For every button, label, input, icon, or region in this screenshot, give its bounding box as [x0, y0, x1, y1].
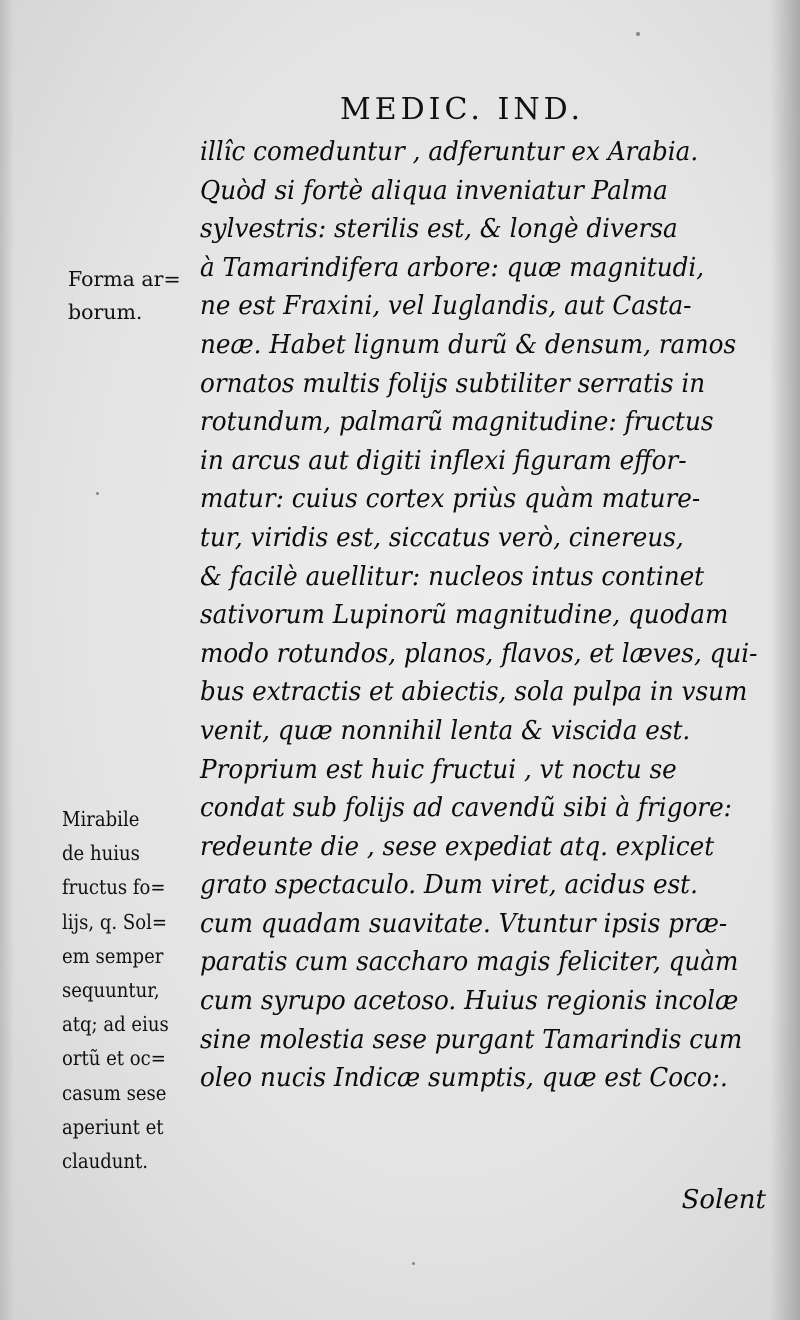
margin-note-line: casum sese: [62, 1080, 167, 1105]
ink-speck: [636, 32, 640, 36]
margin-note-line: aperiunt et: [62, 1114, 164, 1139]
catchword: Solent: [681, 1185, 766, 1215]
margin-note-mirabile: [62, 802, 169, 1178]
text-line: condat sub folijs ad cavendũ sibi à frigore:: [200, 792, 732, 824]
text-line: oleo nucis Indicæ sumptis, quæ est Coco:.: [200, 1062, 728, 1094]
margin-note-line: sequuntur,: [62, 978, 160, 1003]
text-line: grato spectaculo. Dum viret, acidus est.: [200, 869, 698, 901]
text-line: sylvestris: sterilis est, & longè diversa: [200, 213, 678, 245]
margin-note-line: de huius: [62, 841, 140, 866]
text-line: modo rotundos, planos, flavos, et læves, qui-: [200, 637, 758, 669]
text-line: à Tamarindifera arbore: quæ magnitudi,: [200, 251, 705, 283]
margin-note-line: atq; ad eius: [62, 1012, 169, 1037]
margin-note-line: lijs, q. Sol=: [62, 909, 167, 934]
page-left-shadow: [0, 0, 14, 1320]
text-line: cum syrupo acetoso. Huius regionis incolæ: [200, 985, 739, 1017]
text-line: & facilè auellitur: nucleos intus continet: [200, 560, 705, 592]
text-line: in arcus aut digiti inflexi figuram effor-: [200, 444, 687, 476]
page-right-shadow: [770, 0, 800, 1320]
text-line: redeunte die , sese expediat atq. explicet: [200, 830, 715, 862]
text-line: bus extractis et abiectis, sola pulpa in vsum: [200, 676, 748, 708]
text-line: sine molestia sese purgant Tamarindis cum: [200, 1023, 743, 1055]
text-line: sativorum Lupinorũ magnitudine, quodam: [200, 599, 729, 631]
text-line: paratis cum saccharo magis feliciter, quàm: [200, 946, 739, 978]
margin-note-line: em semper: [62, 943, 164, 968]
ink-speck: [412, 1262, 415, 1265]
margin-note-line: borum.: [68, 300, 143, 324]
margin-note-line: claudunt.: [62, 1149, 149, 1174]
text-line: matur: cuius cortex priùs quàm mature-: [200, 483, 701, 515]
text-line: cum quadam suavitate. Vtuntur ipsis præ-: [200, 907, 728, 939]
text-line: ornatos multis folijs subtiliter serratis in: [200, 367, 706, 399]
text-line: Quòd si fortè aliqua inveniatur Palma: [200, 174, 668, 206]
margin-note-line: ortũ et oc=: [62, 1046, 166, 1071]
text-line: neæ. Habet lignum durũ & densum, ramos: [200, 328, 737, 360]
text-line: tur, viridis est, siccatus verò, cinereus,: [200, 521, 684, 553]
text-line: ne est Fraxini, vel Iuglandis, aut Casta-: [200, 290, 692, 322]
margin-note-line: Mirabile: [62, 807, 140, 831]
text-line: venit, quæ nonnihil lenta & viscida est.: [200, 714, 691, 746]
text-line: Proprium est huic fructui , vt noctu se: [200, 753, 677, 785]
ink-speck: [96, 492, 99, 495]
margin-note-line: Forma ar=: [68, 267, 181, 291]
running-header: MEDIC. IND.: [340, 92, 585, 127]
text-line: illîc comeduntur , adferuntur ex Arabia.: [200, 136, 699, 167]
margin-note-line: fructus fo=: [62, 875, 166, 900]
main-text-block: [200, 133, 758, 1098]
margin-note-forma: [68, 263, 181, 329]
text-line: rotundum, palmarũ magnitudine: fructus: [200, 406, 714, 438]
